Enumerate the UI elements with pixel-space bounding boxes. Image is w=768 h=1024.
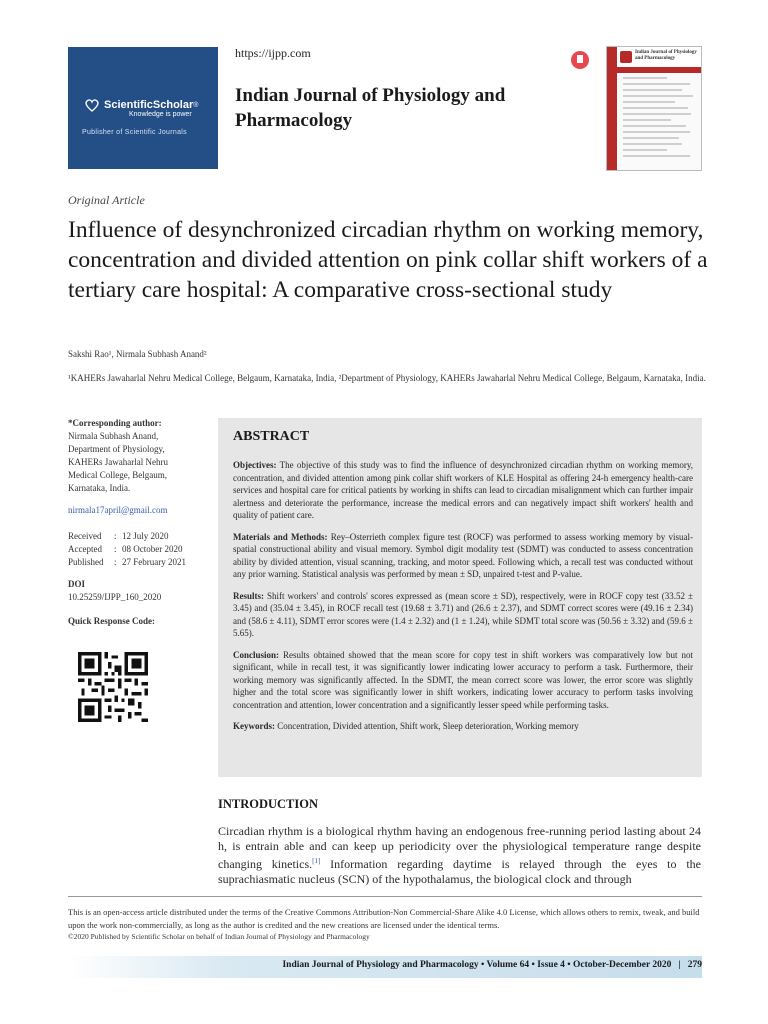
cover-spine [607, 47, 617, 170]
footer-divider [68, 896, 702, 897]
section-label: Objectives: [233, 460, 277, 470]
section-label: Keywords: [233, 721, 275, 731]
article-affiliations: ¹KAHERs Jawaharlal Nehru Medical College, Belgaum, Karnataka, India, ²Department of Physiology, KAHERs Jawaharlal Nehru Medical College, Belgaum, Karnataka, India. [68, 373, 706, 383]
article-type: Original Article [68, 193, 145, 207]
bookmark-icon[interactable] [571, 51, 589, 69]
date-separator: : [114, 531, 117, 541]
scholar-logo-icon [84, 97, 100, 113]
footer-journal-info: Indian Journal of Physiology and Pharmacology • Volume 64 • Issue 4 • October-December 2020 | 279 [282, 960, 702, 970]
date-separator: : [114, 557, 117, 567]
section-text: Shift workers' and controls' scores expressed as (mean score ± SD), respectively, were in ROCF copy test (33.52 ± 3.45) and (35.04 ± 3.45), in ROCF recall test (19.68 ± 3.71) and (26.6 ± 2.37), and SDMT correct scores were (49.16 ± 2.34) and (58.6 ± 4.11), SDMT error scores were (1.4 ± 2.32) and (1 ± 1.24), while SDMT total score was (50.56 ± 3.32) and (59.6 ± 5.65). [233, 590, 693, 638]
qr-code-icon[interactable] [78, 652, 148, 722]
article-title: Influence of desynchronized circadian rhythm on working memory, concentration and divided attention on pink collar shift workers of a tertiary care hospital: A comparative cross-sectional study [68, 217, 708, 303]
abstract-body [233, 459, 693, 742]
date-value: 27 February 2021 [122, 557, 186, 567]
copyright-text: ©2020 Published by Scientific Scholar on behalf of Indian Journal of Physiology and Pharmacology [68, 932, 370, 941]
date-value: 12 July 2020 [122, 531, 169, 541]
corresponding-author-heading: *Corresponding author: [68, 418, 162, 428]
section-text: Concentration, Divided attention, Shift work, Sleep deterioration, Working memory [275, 721, 579, 731]
section-text: Results obtained showed that the mean score for copy test in shift workers was comparatively low but not significant, while in recall test, it was significantly lower indicating lower accuracy to perform a task. Furthermore, their working memory was significantly affected. In the SDMT, the mean correct score was lower, the error score was slightly higher and the total score was significantly lower in shift workers, indicating lower accuracy to perform tasks involving concentration and attention, lower concentration and a significantly lesser speed while performing tasks. [233, 649, 693, 710]
article-authors: Sakshi Rao¹, Nirmala Subhash Anand² [68, 349, 207, 359]
cover-title: Indian Journal of Physiology and Pharmacology [635, 50, 697, 61]
section-text: Rey–Osterrieth complex figure test (ROCF) was performed to assess working memory by visual-spatial constructional ability and visual memory. Symbol digit modality test (SDMT) was conducted to assess concentration ability by divided attention, visual scanning, tracking, and motor speed. Following which, a recall test was conducted without any prior warning. Statistical analysis was performed by mean ± SD, unpaired t-test and P-value. [233, 531, 693, 579]
abstract-results [233, 590, 693, 640]
date-label: Accepted [68, 544, 102, 554]
abstract-keywords [233, 720, 693, 733]
author-email-link[interactable]: nirmala17april@gmail.com [68, 505, 168, 515]
corresponding-author-line: Nirmala Subhash Anand, [68, 431, 159, 441]
journal-cover-thumbnail [606, 46, 702, 171]
date-label: Received [68, 531, 102, 541]
date-row-received [68, 530, 208, 543]
corresponding-author-line: Department of Physiology, [68, 444, 165, 454]
intro-text-part: Circadian rhythm is a biological rhythm having an endogenous free-running period lasting about 24 h, is entrain able and can keep up periodicity over the physiological temperature range despite changing kinetics. [218, 824, 701, 871]
section-label: Materials and Methods: [233, 531, 328, 542]
registered-mark: ® [193, 101, 199, 109]
abstract-objectives [233, 459, 693, 522]
cover-band [617, 69, 701, 73]
license-notice [68, 906, 708, 944]
qr-code-heading: Quick Response Code: [68, 616, 156, 626]
section-label: Results: [233, 590, 264, 601]
section-label: Conclusion: [233, 649, 280, 660]
corresponding-author-line: Karnataka, India. [68, 483, 131, 493]
publisher-subtitle: Publisher of Scientific Journals [82, 129, 187, 136]
citation-link[interactable]: [1] [312, 857, 321, 865]
corresponding-author-line: KAHERs Jawaharlal Nehru [68, 457, 168, 467]
doi-value[interactable]: 10.25259/IJPP_160_2020 [68, 592, 162, 602]
doi-heading: DOI [68, 579, 86, 589]
journal-url[interactable]: https://ijpp.com [235, 46, 311, 60]
introduction-text [218, 824, 701, 887]
journal-title: Indian Journal of Physiology and Pharmacology [235, 85, 506, 131]
abstract-methods [233, 531, 693, 581]
date-value: 08 October 2020 [122, 544, 183, 554]
section-text: The objective of this study was to find the influence of desynchronized circadian rhythm on working memory, concentration, and divided attention among pink collar shift workers of KLE Hospital as offering 24-h emergency health-care services and hospital care for critical patients by working in shifts can lead to circadian misalignment which can further impair alertness and deteriorate the performance, increase the medical errors and can negatively impact shift workers' health and quality of patient care. [233, 460, 693, 520]
abstract-box [218, 418, 702, 777]
publisher-tagline: Knowledge is power [129, 111, 192, 118]
cover-logo-icon [620, 51, 632, 63]
abstract-heading: ABSTRACT [233, 429, 310, 444]
date-separator: : [114, 544, 117, 554]
date-row-accepted [68, 543, 208, 556]
cover-header [617, 47, 701, 69]
license-text: This is an open-access article distributed under the terms of the Creative Commons Attribution-Non Commercial-Share Alike 4.0 License, which allows others to remix, tweak, and build upon the work non-commercially, as long as the author is credited and the new creations are licensed under the identical terms. [68, 907, 700, 930]
cover-contents-lines [623, 77, 697, 161]
publisher-banner [68, 47, 218, 169]
corresponding-author-line: Medical College, Belgaum, [68, 470, 167, 480]
introduction-heading: INTRODUCTION [218, 797, 319, 811]
intro-text-part: Information regarding daytime is relayed through the eyes to the suprachiasmatic nucleus (SCN) of the hypothalamus, the biological clock and through [218, 857, 701, 886]
date-label: Published [68, 557, 104, 567]
article-sidebar [68, 417, 208, 628]
article-dates [68, 530, 208, 569]
publisher-brand: ScientificScholar [104, 98, 194, 111]
date-row-published [68, 556, 208, 569]
abstract-conclusion [233, 649, 693, 712]
